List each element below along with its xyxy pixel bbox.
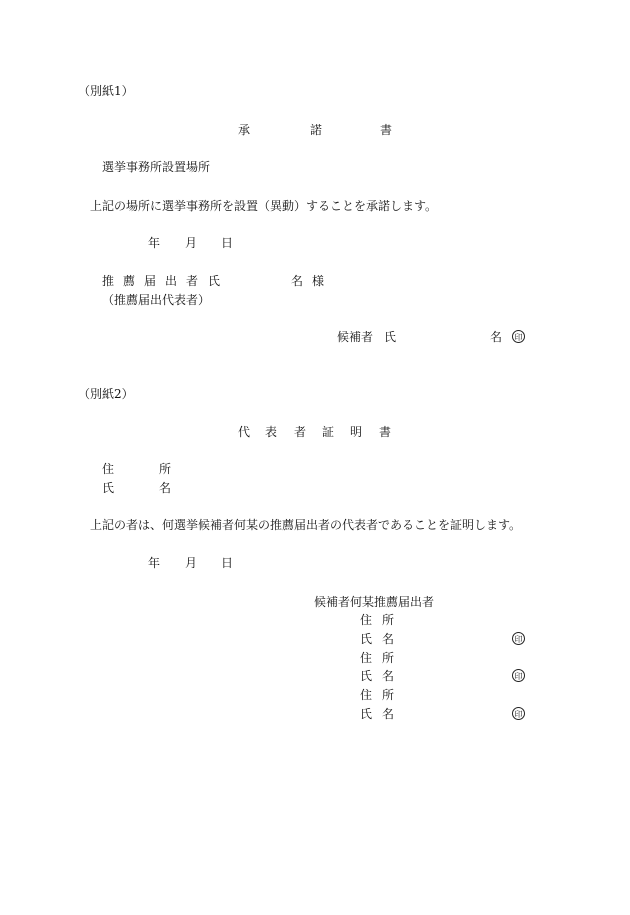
signer-1-seal-mark: 印 <box>512 632 525 645</box>
person-name-char-1: 氏 <box>102 481 115 495</box>
cert-title-char-1: 代 <box>238 425 251 439</box>
signer-1-address-char-2: 所 <box>382 613 395 627</box>
date-month-2: 月 <box>185 556 198 570</box>
annex-label-1: （別紙1） <box>78 84 134 98</box>
recommender-char-2: 薦 <box>123 274 136 288</box>
candidate-name-char-1: 氏 <box>384 330 397 344</box>
signer-3-address-char-2: 所 <box>382 688 395 702</box>
cert-title-char-2: 表 <box>265 425 278 439</box>
signer-3-address-char-1: 住 <box>360 688 373 702</box>
recommender-char-3: 届 <box>144 274 157 288</box>
recommender-name-char-2: 名 <box>291 274 304 288</box>
signer-2-name-char-2: 名 <box>382 669 395 683</box>
date-day-2: 日 <box>221 556 234 570</box>
date-year-1: 年 <box>148 236 161 250</box>
signer-1-name-char-2: 名 <box>382 632 395 646</box>
recommender-representative: （推薦届出代表者） <box>102 293 211 307</box>
recommender-char-1: 推 <box>102 274 115 288</box>
person-name-char-2: 名 <box>159 481 172 495</box>
honorific-sama: 様 <box>312 274 325 288</box>
address-char-1: 住 <box>102 462 115 476</box>
signer-3-name-char-2: 名 <box>382 707 395 721</box>
cert-title-char-3: 者 <box>294 425 307 439</box>
office-location-label: 選挙事務所設置場所 <box>102 160 211 174</box>
consent-statement: 上記の場所に選挙事務所を設置（異動）することを承諾します。 <box>90 199 438 213</box>
signer-3-seal-mark: 印 <box>512 707 525 720</box>
consent-title-char-2: 諾 <box>310 123 323 137</box>
signer-2-address-char-2: 所 <box>382 651 395 665</box>
recommender-name-char-1: 氏 <box>208 274 221 288</box>
consent-title-char-3: 書 <box>380 123 393 137</box>
signer-1-name-char-1: 氏 <box>360 632 373 646</box>
candidate-name-char-2: 名 <box>490 330 503 344</box>
recommender-char-5: 者 <box>186 274 199 288</box>
address-char-2: 所 <box>159 462 172 476</box>
seal-mark: 印 <box>512 330 525 343</box>
signer-2-name-char-1: 氏 <box>360 669 373 683</box>
consent-title-char-1: 承 <box>238 123 251 137</box>
signer-2-seal-mark: 印 <box>512 669 525 682</box>
date-month-1: 月 <box>185 236 198 250</box>
signer-1-address-char-1: 住 <box>360 613 373 627</box>
date-day-1: 日 <box>221 236 234 250</box>
cert-title-char-6: 書 <box>379 425 392 439</box>
recommender-char-4: 出 <box>165 274 178 288</box>
cert-title-char-4: 証 <box>322 425 335 439</box>
annex-label-2: （別紙2） <box>78 387 134 401</box>
certification-statement: 上記の者は、何選挙候補者何某の推薦届出者の代表者であることを証明します。 <box>90 518 522 532</box>
signer-header: 候補者何某推薦届出者 <box>314 595 435 609</box>
date-year-2: 年 <box>148 556 161 570</box>
candidate-label: 候補者 <box>337 330 374 344</box>
signer-3-name-char-1: 氏 <box>360 707 373 721</box>
cert-title-char-5: 明 <box>350 425 363 439</box>
signer-2-address-char-1: 住 <box>360 651 373 665</box>
